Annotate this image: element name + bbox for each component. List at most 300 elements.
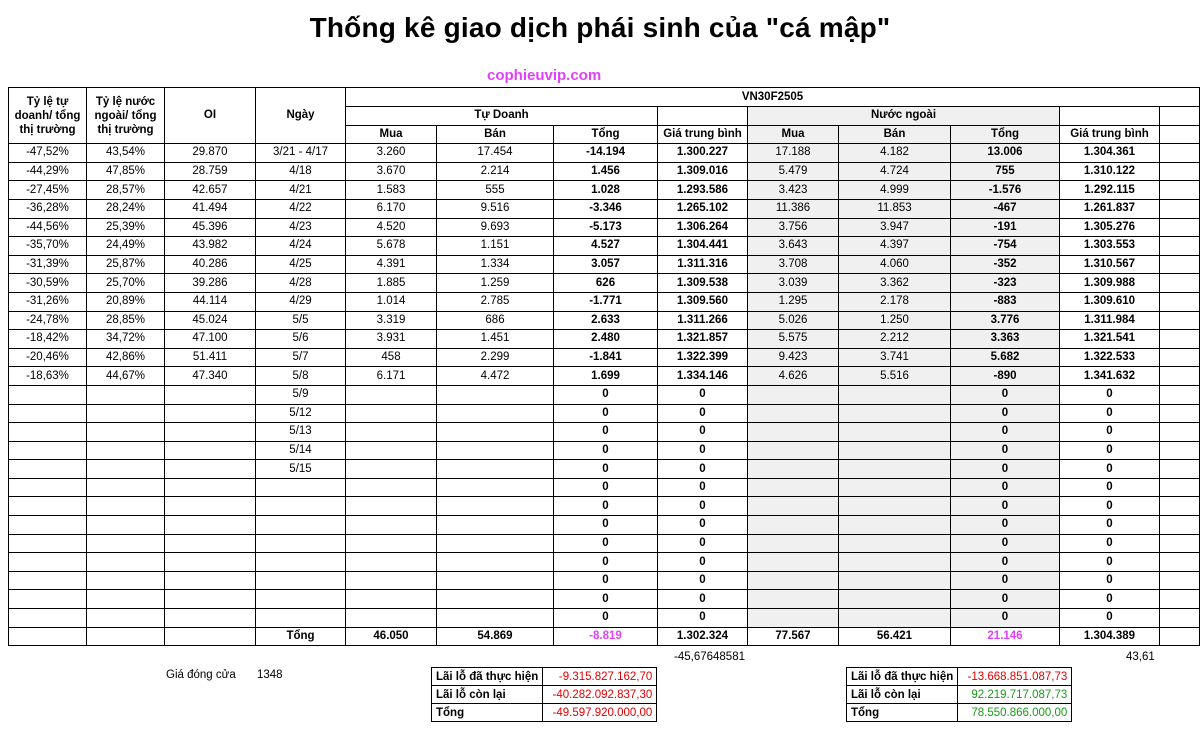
date-cell: 4/24 (256, 237, 346, 256)
oi-cell: 28.759 (165, 162, 256, 181)
blank-cell (1160, 478, 1200, 497)
blank-cell (1160, 441, 1200, 460)
td-buy-cell (346, 590, 437, 609)
td-sell-cell: 9.516 (437, 199, 554, 218)
ratio-td-cell (9, 516, 87, 535)
nn-sell-cell: 1.250 (839, 311, 951, 330)
ratio-td-cell (9, 571, 87, 590)
td-total-cell: 1.699 (554, 367, 658, 386)
nn-buy-cell: 3.039 (748, 274, 839, 293)
date-cell: 4/25 (256, 255, 346, 274)
header-blank (1160, 107, 1200, 126)
nn-total-cell: 0 (951, 497, 1060, 516)
td-avg-cell: 1.322.399 (658, 348, 748, 367)
date-cell (256, 516, 346, 535)
ratio-td-cell (9, 478, 87, 497)
header-td-avg: Giá trung bình (658, 125, 748, 144)
table-row (9, 404, 1200, 423)
nn-sell-cell: 4.724 (839, 162, 951, 181)
nn-buy-cell (748, 590, 839, 609)
date-cell (256, 497, 346, 516)
ratio-nn-cell (87, 423, 165, 442)
pnl-nn-total: 78.550.866.000,00 (958, 704, 1072, 722)
td-avg-cell: 0 (658, 534, 748, 553)
header-group-nn: Nước ngoài (748, 107, 1060, 126)
nn-avg-cell: 1.303.553 (1060, 237, 1160, 256)
blank-cell (1160, 627, 1200, 646)
nn-avg-cell: 0 (1060, 571, 1160, 590)
ratio-nn-cell: 34,72% (87, 330, 165, 349)
nn-total-cell: 3.776 (951, 311, 1060, 330)
ratio-td-cell: -30,59% (9, 274, 87, 293)
blank-cell (1160, 144, 1200, 163)
nn-total-cell: 0 (951, 516, 1060, 535)
table-row (9, 255, 1200, 274)
pnl-td-total: -49.597.920.000,00 (543, 704, 657, 722)
td-sell-cell: 2.214 (437, 162, 554, 181)
td-avg-cell: 1.293.586 (658, 181, 748, 200)
nn-avg-cell: 1.304.361 (1060, 144, 1160, 163)
td-sell-cell (437, 553, 554, 572)
oi-cell (165, 516, 256, 535)
blank-cell (1160, 534, 1200, 553)
nn-avg-cell: 1.309.610 (1060, 292, 1160, 311)
oi-cell: 42.657 (165, 181, 256, 200)
date-cell: 4/21 (256, 181, 346, 200)
td-sell-cell (437, 590, 554, 609)
blank-cell (87, 627, 165, 646)
td-sell-cell (437, 423, 554, 442)
td-total-cell: 0 (554, 590, 658, 609)
total-nn-sell: 56.421 (839, 627, 951, 646)
date-cell: 5/15 (256, 460, 346, 479)
td-total-cell: 0 (554, 534, 658, 553)
ratio-td-cell: -35,70% (9, 237, 87, 256)
td-avg-cell: 0 (658, 553, 748, 572)
ratio-nn-cell: 25,70% (87, 274, 165, 293)
td-sell-cell (437, 478, 554, 497)
header-td-sell: Bán (437, 125, 554, 144)
nn-total-cell: 0 (951, 404, 1060, 423)
ratio-nn-cell (87, 516, 165, 535)
table-row (9, 385, 1200, 404)
blank-cell (1160, 274, 1200, 293)
ratio-td-cell: -24,78% (9, 311, 87, 330)
nn-total-cell: 13.006 (951, 144, 1060, 163)
blank-cell (1160, 423, 1200, 442)
date-cell: 5/7 (256, 348, 346, 367)
td-total-cell: 0 (554, 478, 658, 497)
td-buy-cell (346, 571, 437, 590)
nn-buy-cell (748, 404, 839, 423)
td-total-cell: 3.057 (554, 255, 658, 274)
ratio-nn-cell (87, 441, 165, 460)
ratio-td-cell (9, 423, 87, 442)
td-buy-cell (346, 460, 437, 479)
td-total-cell: 1.028 (554, 181, 658, 200)
td-sell-cell (437, 497, 554, 516)
pnl-td-total-label: Tổng (432, 704, 543, 722)
nn-buy-cell (748, 553, 839, 572)
ratio-td-cell (9, 534, 87, 553)
nn-buy-cell (748, 478, 839, 497)
total-td-avg: 1.302.324 (658, 627, 748, 646)
ratio-nn-cell (87, 609, 165, 628)
nn-sell-cell: 4.999 (839, 181, 951, 200)
ratio-nn-cell (87, 553, 165, 572)
nn-avg-cell: 0 (1060, 460, 1160, 479)
table-row (9, 330, 1200, 349)
td-total-cell: 0 (554, 571, 658, 590)
nn-avg-cell: 1.311.984 (1060, 311, 1160, 330)
td-buy-cell: 1.014 (346, 292, 437, 311)
ratio-td-cell: -20,46% (9, 348, 87, 367)
nn-sell-cell (839, 423, 951, 442)
nn-buy-cell (748, 385, 839, 404)
nn-buy-cell: 3.756 (748, 218, 839, 237)
blank-cell (1160, 590, 1200, 609)
nn-sell-cell: 4.060 (839, 255, 951, 274)
date-cell: 5/9 (256, 385, 346, 404)
td-avg-cell: 0 (658, 385, 748, 404)
oi-cell: 41.494 (165, 199, 256, 218)
pnl-td-realized: -9.315.827.162,70 (543, 668, 657, 686)
nn-avg-cell: 1.309.988 (1060, 274, 1160, 293)
td-ratio-below: -45,67648581 (674, 651, 745, 663)
header-nn-buy: Mua (748, 125, 839, 144)
nn-buy-cell: 4.626 (748, 367, 839, 386)
td-avg-cell: 0 (658, 609, 748, 628)
total-nn-total: 21.146 (951, 627, 1060, 646)
td-sell-cell: 2.299 (437, 348, 554, 367)
header-nn-avg: Giá trung bình (1060, 125, 1160, 144)
ratio-td-cell (9, 441, 87, 460)
nn-total-cell: -754 (951, 237, 1060, 256)
nn-total-cell: -467 (951, 199, 1060, 218)
nn-sell-cell: 4.397 (839, 237, 951, 256)
ratio-td-cell: -31,39% (9, 255, 87, 274)
td-buy-cell: 3.319 (346, 311, 437, 330)
date-cell: 4/23 (256, 218, 346, 237)
ratio-nn-cell: 42,86% (87, 348, 165, 367)
oi-cell (165, 553, 256, 572)
td-avg-cell: 0 (658, 478, 748, 497)
nn-sell-cell (839, 478, 951, 497)
date-cell: 3/21 - 4/17 (256, 144, 346, 163)
nn-buy-cell (748, 423, 839, 442)
nn-sell-cell (839, 609, 951, 628)
table-row (9, 478, 1200, 497)
table-row (9, 292, 1200, 311)
table-row (9, 199, 1200, 218)
oi-cell: 39.286 (165, 274, 256, 293)
nn-sell-cell: 3.947 (839, 218, 951, 237)
ratio-nn-cell (87, 404, 165, 423)
td-sell-cell: 2.785 (437, 292, 554, 311)
nn-buy-cell (748, 516, 839, 535)
td-buy-cell: 6.170 (346, 199, 437, 218)
td-total-cell: -1.771 (554, 292, 658, 311)
table-row (9, 571, 1200, 590)
nn-sell-cell (839, 441, 951, 460)
nn-sell-cell: 5.516 (839, 367, 951, 386)
blank-cell (1160, 255, 1200, 274)
nn-sell-cell (839, 460, 951, 479)
td-avg-cell: 1.306.264 (658, 218, 748, 237)
nn-avg-cell: 1.341.632 (1060, 367, 1160, 386)
nn-total-cell: 0 (951, 478, 1060, 497)
td-buy-cell: 3.670 (346, 162, 437, 181)
blank-cell (1160, 609, 1200, 628)
nn-total-cell: 5.682 (951, 348, 1060, 367)
td-sell-cell (437, 441, 554, 460)
td-buy-cell: 3.260 (346, 144, 437, 163)
blank-cell (1160, 330, 1200, 349)
table-row (9, 348, 1200, 367)
header-nn-sell: Bán (839, 125, 951, 144)
nn-avg-cell: 1.305.276 (1060, 218, 1160, 237)
blank-cell (1160, 404, 1200, 423)
total-nn-avg: 1.304.389 (1060, 627, 1160, 646)
table-row (9, 497, 1200, 516)
blank-cell (1160, 292, 1200, 311)
nn-buy-cell: 5.575 (748, 330, 839, 349)
nn-avg-cell: 0 (1060, 609, 1160, 628)
td-avg-cell: 1.311.316 (658, 255, 748, 274)
td-buy-cell: 4.520 (346, 218, 437, 237)
table-row (9, 144, 1200, 163)
blank-cell (1160, 199, 1200, 218)
blank-cell (9, 627, 87, 646)
nn-total-cell: 0 (951, 534, 1060, 553)
close-price-value: 1348 (257, 669, 283, 681)
td-total-cell: 4.527 (554, 237, 658, 256)
nn-buy-cell (748, 497, 839, 516)
ratio-nn-cell: 24,49% (87, 237, 165, 256)
date-cell: 5/14 (256, 441, 346, 460)
nn-buy-cell (748, 460, 839, 479)
nn-total-cell: -883 (951, 292, 1060, 311)
total-td-sell: 54.869 (437, 627, 554, 646)
td-avg-cell: 1.309.016 (658, 162, 748, 181)
nn-total-cell: -191 (951, 218, 1060, 237)
ratio-td-cell: -18,63% (9, 367, 87, 386)
td-buy-cell (346, 385, 437, 404)
td-avg-cell: 1.334.146 (658, 367, 748, 386)
td-buy-cell (346, 609, 437, 628)
td-buy-cell: 1.583 (346, 181, 437, 200)
td-total-cell: -5.173 (554, 218, 658, 237)
pnl-nn-total-label: Tổng (847, 704, 958, 722)
nn-total-cell: 0 (951, 385, 1060, 404)
nn-avg-cell: 1.261.837 (1060, 199, 1160, 218)
oi-cell (165, 441, 256, 460)
oi-cell: 40.286 (165, 255, 256, 274)
nn-buy-cell: 9.423 (748, 348, 839, 367)
td-total-cell: 1.456 (554, 162, 658, 181)
nn-sell-cell: 11.853 (839, 199, 951, 218)
nn-sell-cell: 3.362 (839, 274, 951, 293)
ratio-nn-cell: 28,24% (87, 199, 165, 218)
blank-cell (1160, 367, 1200, 386)
ratio-td-cell (9, 590, 87, 609)
header-ratio-nn: Tỷ lệ nước ngoài/ tổng thị trường (87, 88, 165, 144)
nn-sell-cell (839, 534, 951, 553)
nn-avg-cell: 0 (1060, 385, 1160, 404)
td-buy-cell (346, 497, 437, 516)
nn-buy-cell: 17.188 (748, 144, 839, 163)
ratio-nn-cell (87, 534, 165, 553)
header-blank (1060, 107, 1160, 126)
date-cell (256, 609, 346, 628)
nn-total-cell: -323 (951, 274, 1060, 293)
ratio-nn-cell (87, 571, 165, 590)
td-buy-cell: 1.885 (346, 274, 437, 293)
td-total-cell: 0 (554, 516, 658, 535)
ratio-td-cell: -44,29% (9, 162, 87, 181)
date-cell: 5/6 (256, 330, 346, 349)
blank-cell (1160, 218, 1200, 237)
total-td-total: -8.819 (554, 627, 658, 646)
td-avg-cell: 1.304.441 (658, 237, 748, 256)
td-total-cell: -14.194 (554, 144, 658, 163)
td-sell-cell: 1.451 (437, 330, 554, 349)
oi-cell (165, 404, 256, 423)
nn-avg-cell: 0 (1060, 423, 1160, 442)
nn-total-cell: 0 (951, 609, 1060, 628)
total-label: Tổng (256, 627, 346, 646)
pnl-nn-table (846, 667, 1072, 722)
blank-cell (1160, 181, 1200, 200)
ratio-nn-cell: 25,87% (87, 255, 165, 274)
td-sell-cell (437, 534, 554, 553)
nn-buy-cell: 1.295 (748, 292, 839, 311)
oi-cell: 44.114 (165, 292, 256, 311)
td-total-cell: 2.480 (554, 330, 658, 349)
date-cell: 4/22 (256, 199, 346, 218)
table-row (9, 162, 1200, 181)
td-avg-cell: 0 (658, 404, 748, 423)
nn-total-cell: -352 (951, 255, 1060, 274)
blank-cell (1160, 553, 1200, 572)
oi-cell (165, 534, 256, 553)
table-row (9, 181, 1200, 200)
nn-avg-cell: 0 (1060, 534, 1160, 553)
nn-avg-cell: 1.322.533 (1060, 348, 1160, 367)
td-sell-cell: 686 (437, 311, 554, 330)
nn-total-cell: 0 (951, 553, 1060, 572)
ratio-nn-cell: 44,67% (87, 367, 165, 386)
nn-sell-cell: 3.741 (839, 348, 951, 367)
nn-avg-cell: 0 (1060, 441, 1160, 460)
table-row (9, 609, 1200, 628)
blank-cell (165, 627, 256, 646)
td-total-cell: 0 (554, 441, 658, 460)
nn-sell-cell: 4.182 (839, 144, 951, 163)
td-total-cell: 0 (554, 497, 658, 516)
ratio-nn-cell: 28,85% (87, 311, 165, 330)
header-blank (658, 107, 748, 126)
td-sell-cell (437, 571, 554, 590)
date-cell: 5/5 (256, 311, 346, 330)
date-cell (256, 571, 346, 590)
ratio-td-cell (9, 497, 87, 516)
blank-cell (1160, 348, 1200, 367)
oi-cell (165, 460, 256, 479)
ratio-td-cell (9, 609, 87, 628)
date-cell (256, 553, 346, 572)
ratio-td-cell (9, 385, 87, 404)
nn-avg-cell: 1.292.115 (1060, 181, 1160, 200)
nn-buy-cell (748, 571, 839, 590)
nn-sell-cell: 2.212 (839, 330, 951, 349)
header-oi: OI (165, 88, 256, 144)
site-link[interactable]: cophieuvip.com (487, 67, 602, 84)
nn-buy-cell (748, 609, 839, 628)
table-row (9, 237, 1200, 256)
pnl-nn-realized: -13.668.851.087,73 (958, 668, 1072, 686)
blank-cell (1160, 385, 1200, 404)
date-cell (256, 478, 346, 497)
td-total-cell: 0 (554, 423, 658, 442)
td-buy-cell: 4.391 (346, 255, 437, 274)
table-row (9, 218, 1200, 237)
td-buy-cell (346, 553, 437, 572)
ratio-nn-cell (87, 590, 165, 609)
close-price-label: Giá đóng cửa (166, 669, 236, 681)
pnl-td-table (431, 667, 657, 722)
blank-cell (1160, 162, 1200, 181)
oi-cell (165, 497, 256, 516)
pnl-nn-open: 92.219.717.087,73 (958, 686, 1072, 704)
oi-cell (165, 478, 256, 497)
oi-cell (165, 609, 256, 628)
td-avg-cell: 0 (658, 590, 748, 609)
oi-cell: 29.870 (165, 144, 256, 163)
oi-cell (165, 423, 256, 442)
nn-avg-cell: 0 (1060, 478, 1160, 497)
nn-sell-cell (839, 516, 951, 535)
total-td-buy: 46.050 (346, 627, 437, 646)
page-title: Thống kê giao dịch phái sinh của "cá mập" (309, 12, 891, 43)
td-buy-cell: 5.678 (346, 237, 437, 256)
nn-total-cell: 0 (951, 441, 1060, 460)
td-total-cell: 0 (554, 609, 658, 628)
date-cell: 5/8 (256, 367, 346, 386)
td-buy-cell (346, 423, 437, 442)
td-avg-cell: 1.321.857 (658, 330, 748, 349)
td-sell-cell (437, 460, 554, 479)
ratio-nn-cell (87, 497, 165, 516)
header-date: Ngày (256, 88, 346, 144)
nn-sell-cell (839, 404, 951, 423)
derivatives-table (8, 87, 1200, 646)
nn-total-cell: 0 (951, 571, 1060, 590)
ratio-nn-cell: 20,89% (87, 292, 165, 311)
oi-cell (165, 590, 256, 609)
td-total-cell: 2.633 (554, 311, 658, 330)
td-total-cell: -1.841 (554, 348, 658, 367)
date-cell (256, 534, 346, 553)
td-sell-cell: 9.693 (437, 218, 554, 237)
td-buy-cell (346, 441, 437, 460)
table-row (9, 311, 1200, 330)
td-sell-cell (437, 609, 554, 628)
nn-avg-cell: 1.310.567 (1060, 255, 1160, 274)
nn-total-cell: 0 (951, 423, 1060, 442)
nn-buy-cell: 5.026 (748, 311, 839, 330)
td-buy-cell (346, 478, 437, 497)
